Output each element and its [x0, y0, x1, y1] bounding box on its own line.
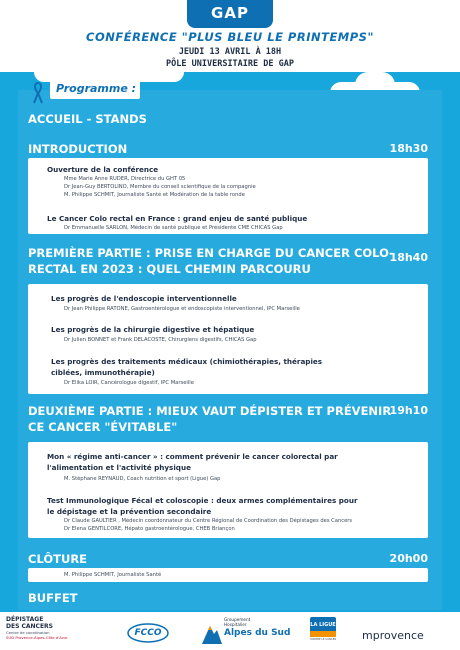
- logo-depistage-line1: DÉPISTAGE: [6, 616, 44, 623]
- time-cloture: 20h00: [389, 552, 428, 565]
- logo-la-ligue: [310, 617, 336, 645]
- item-title: Les progrès des traitements médicaux (chimiothérapies, thérapies: [51, 357, 323, 366]
- item-title: Les progrès de la chirurgie digestive et hépatique: [51, 325, 255, 334]
- logo-depistage-des-cancers: [6, 616, 76, 640]
- logo-mprovence: [362, 624, 424, 643]
- section-buffet: BUFFET: [28, 591, 78, 605]
- item-speaker: M. Stéphane REYNAUD, Coach nutrition et sport (Ligue) Gap: [64, 476, 221, 482]
- section-partie-2-line1: DEUXIÈME PARTIE : MIEUX VAUT DÉPISTER ET PRÉVENIR: [28, 404, 392, 418]
- logo-ght-line2: Hospitalier: [224, 622, 247, 627]
- logo-ligue-line1: LA LIGUE: [310, 622, 336, 628]
- logo-ght-alpes-du-sud: [202, 616, 291, 646]
- logo-ght-line3: Alpes du Sud: [224, 628, 291, 638]
- logo-mprovence-text: mprovence: [362, 629, 424, 642]
- city-tab: GAP: [187, 0, 273, 28]
- section-partie-2-line2: CE CANCER "ÉVITABLE": [28, 420, 178, 434]
- time-introduction: 18h30: [389, 142, 428, 155]
- item-title-cont: l'alimentation et l'activité physique: [47, 463, 191, 472]
- item-speaker: Mme Marie Anne RUDER, Directrice du GHT 05: [64, 176, 186, 182]
- logo-ligue-line2: CONTRE LE CANCER: [309, 638, 337, 641]
- item-speaker: Dr Elena GENTILCORE, Hépato gastroentérologue, CHEB Briançon: [64, 526, 235, 532]
- logo-depistage-line4: SUD Provence-Alpes-Côte d'Azur: [6, 635, 68, 640]
- section-introduction: INTRODUCTION: [28, 142, 128, 156]
- item-title: Test Immunologique Fécal et coloscopie : deux armes complémentaires pour: [47, 496, 358, 505]
- item-speaker: Dr Elika LOIR, Cancérologue digestif, IPC Marseille: [64, 380, 194, 386]
- item-title-cont: ciblées, immunothérapie): [51, 368, 155, 377]
- item-title: Le Cancer Colo rectal en France : grand enjeu de santé publique: [47, 214, 308, 223]
- item-speaker: M. Philippe SCHMIT, Journaliste Santé: [64, 572, 162, 578]
- mountain-icon: [202, 620, 222, 644]
- item-speaker: Dr Claude GAULTIER , Médecin coordonnateur du Centre Régional de Coordination des Dépistages des Cancers: [64, 518, 353, 524]
- item-speaker: Dr Jean-Guy BERTOLINO, Membre du conseil scientifique de la compagnie: [64, 184, 256, 190]
- item-title: Ouverture de la conférence: [47, 165, 159, 174]
- item-speaker: Dr Julien BONNET et Frank DELACOSTE, Chirurgiens digestifs, CHICAS Gap: [64, 337, 257, 343]
- item-title: Les progrès de l'endoscopie interventionnelle: [51, 294, 237, 303]
- logo-fcco-text: FCCO: [134, 628, 162, 638]
- section-accueil: ACCUEIL - STANDS: [28, 112, 147, 126]
- awareness-ribbon-icon: [32, 82, 44, 104]
- conference-place: PÔLE UNIVERSITAIRE DE GAP: [166, 59, 294, 69]
- item-title: Mon « régime anti-cancer » : comment prévenir le cancer colorectal par: [47, 452, 338, 461]
- logo-fcco: [126, 622, 170, 644]
- conference-title: CONFÉRENCE "PLUS BLEU LE PRINTEMPS": [86, 30, 374, 44]
- logo-depistage-line3: Centre de coordination: [6, 630, 50, 635]
- item-speaker: Dr Jean Philippe RATONE, Gastroentérologue et endoscopiste interventionnel, IPC Marseille: [64, 306, 300, 312]
- section-partie-1-line1: PREMIÈRE PARTIE : PRISE EN CHARGE DU CANCER COLO-: [28, 246, 394, 260]
- time-partie-2: 19h10: [389, 404, 428, 417]
- conference-date: JEUDI 13 AVRIL À 18H: [178, 47, 282, 57]
- item-title-cont: le dépistage et la prévention secondaire: [47, 507, 212, 516]
- section-partie-1-line2: RECTAL EN 2023 : QUEL CHEMIN PARCOURU: [28, 262, 311, 276]
- section-cloture: CLÔTURE: [28, 552, 88, 566]
- logo-depistage-line2: DES CANCERS: [6, 623, 54, 630]
- time-partie-1: 18h40: [389, 251, 428, 264]
- programme-label: Programme :: [56, 82, 137, 95]
- logo-ght-line1: Groupement: [224, 617, 251, 622]
- ligue-badge-band: [310, 631, 336, 637]
- item-speaker: M. Philippe SCHMIT, Journaliste Santé et Modération de la table ronde: [64, 192, 245, 198]
- item-speaker: Dr Emmanuelle SARLON, Médecin de santé publique et Présidente CME CHICAS Gap: [64, 225, 283, 231]
